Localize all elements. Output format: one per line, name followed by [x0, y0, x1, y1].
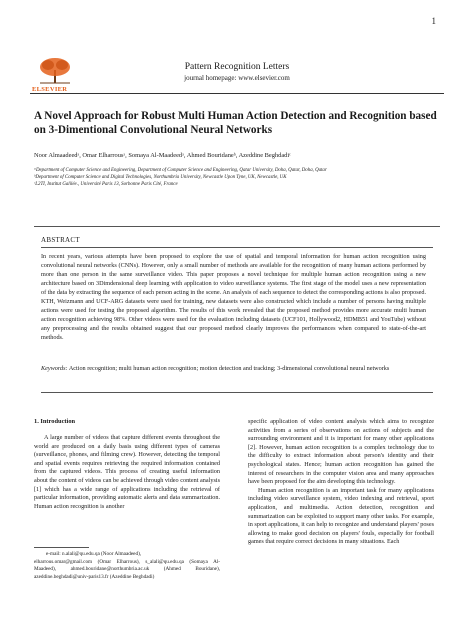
affiliation-a: ᵃDepartment of Computer Science and Engineering, Department of Computer Science and Engineering, Qatar University, Doha, Qatar, Doha, Qatar	[34, 168, 327, 173]
column-left	[34, 434, 220, 511]
paper-title: A Novel Approach for Robust Multi Human Action Detection and Recognition based on 3-Dimentional Convolutional Neural Networks	[34, 110, 437, 136]
column-right	[248, 418, 434, 547]
abstract-heading: ABSTRACT	[41, 236, 80, 244]
paragraph: specific application of video content analysis which aims to recognize activities from a series of observations on actions of subjects and the surrounding environment and it is important for many other applications [2]. However, human action recognition is a complex technology due to the difficulty to extract information about person's identity and their psychological states. Hence; human action recognition has gained the interest of researchers in the computer vision area and many approaches have been proposed for the aim developing this technology.	[248, 418, 434, 486]
footnote-rule	[34, 547, 89, 548]
keywords	[41, 364, 426, 373]
journal-info	[30, 62, 444, 84]
paragraph: Human action recognition is an important task for many applications including video surveillance system, video indexing and retrieval, sport application, and multimedia. Action detection, recognition and summarization can be exploited to support many other tasks. For example, in sport applications, it can help to recognize and understand players' poses allowing to make good decision on players' fouls, especially for football games that require correct decisions in many situations. Each	[248, 486, 434, 546]
keywords-text: Action recognition; multi human action recognition; motion detection and tracking; 3-dimensional convolutional neural networks	[68, 365, 390, 372]
page-number: 1	[431, 16, 436, 26]
affiliation-c: ᶜL2TI, Institut Galilée., Université Paris 13, Sorbonne Paris Cité, France	[34, 182, 178, 188]
keywords-label: Keywords:	[41, 365, 68, 372]
divider	[41, 247, 433, 248]
section-heading: 1. Introduction	[34, 418, 76, 425]
affiliation-b: ᵇDepartment of Computer Science and Digital Technologies, Northumbria University, Newcastle Upon Tyne, UK, Newcastle, UK	[34, 175, 287, 181]
logo-text: ELSEVIER	[32, 86, 68, 93]
divider	[34, 226, 440, 227]
footnote	[34, 551, 220, 581]
affiliations	[34, 167, 444, 189]
journal-header	[30, 52, 444, 94]
abstract-text: In recent years, various attempts have been proposed to explore the use of spatial and temporal information for human action recognition using convolutional neural networks (CNNs). However, only a small number of methods are available for the recognition of many human actions performed by more than one person in the same surveillance video. This paper proposes a novel technique for multiple human action recognition using a new architecture based on 3Dimdensional deep learning with application to video surveillance systems. The first stage of the model uses a new representation of the data by extracting the sequence of each person acting in the scene. An analysis of each sequence to detect the corresponding actions is also proposed. KTH, Weizmann and UCF-ARG datasets were used for training, new datasets were also constructed which include a number of persons having multiple actions were used for testing the proposed algorithm. The results of this work revealed that the proposed method provides more accurate multi human action recognition achieving 98%. Other videos were used for the evaluation including datasets (UCF101, Hollywood2, HDMB51 and YouTube) without any preprocessing and the results obtained suggest that our proposed method clearly improves the performances when compared to state-of-the-art methods.	[41, 253, 426, 341]
author-list: Noor Almaadeedᵃ, Omar Elharrousᵃ, Somaya Al-Maadeedᵃ, Ahmed Bouridaneᵇ, Azeddine Beghdadiᶜ	[34, 152, 291, 159]
journal-name: Pattern Recognition Letters	[184, 62, 290, 72]
journal-homepage: journal homepage: www.elsevier.com	[184, 74, 290, 82]
divider	[41, 392, 433, 393]
footnote-line: elharrous.omar@gmail.com (Omar Elharrous), s_alali@qu.edu.qa (Somaya Al-Maadeed), ahmed.bouridane@northumbria.ac.uk (Ahmed Bouridane), azeddine.beghdadi@univ-paris13.fr (Azeddine Beghdadi)	[34, 558, 220, 580]
paragraph: A large number of videos that capture different events throughout the world are produced on a daily basis using different types of cameras (surveillance, phones, and filming crew). However, detecting the temporal and spatial events requires retrieving the required information contained from the captured videos. This process of creating useful information about the content of videos can be achieved through video content analysis [1] which has a wide range of applications including the retrieval of particular information, providing automatic alerts and data summarization. Human action recognition is another	[34, 434, 220, 510]
footnote-line: e-mail: n.alali@qu.edu.qa (Noor Almaadeed),	[46, 551, 142, 557]
